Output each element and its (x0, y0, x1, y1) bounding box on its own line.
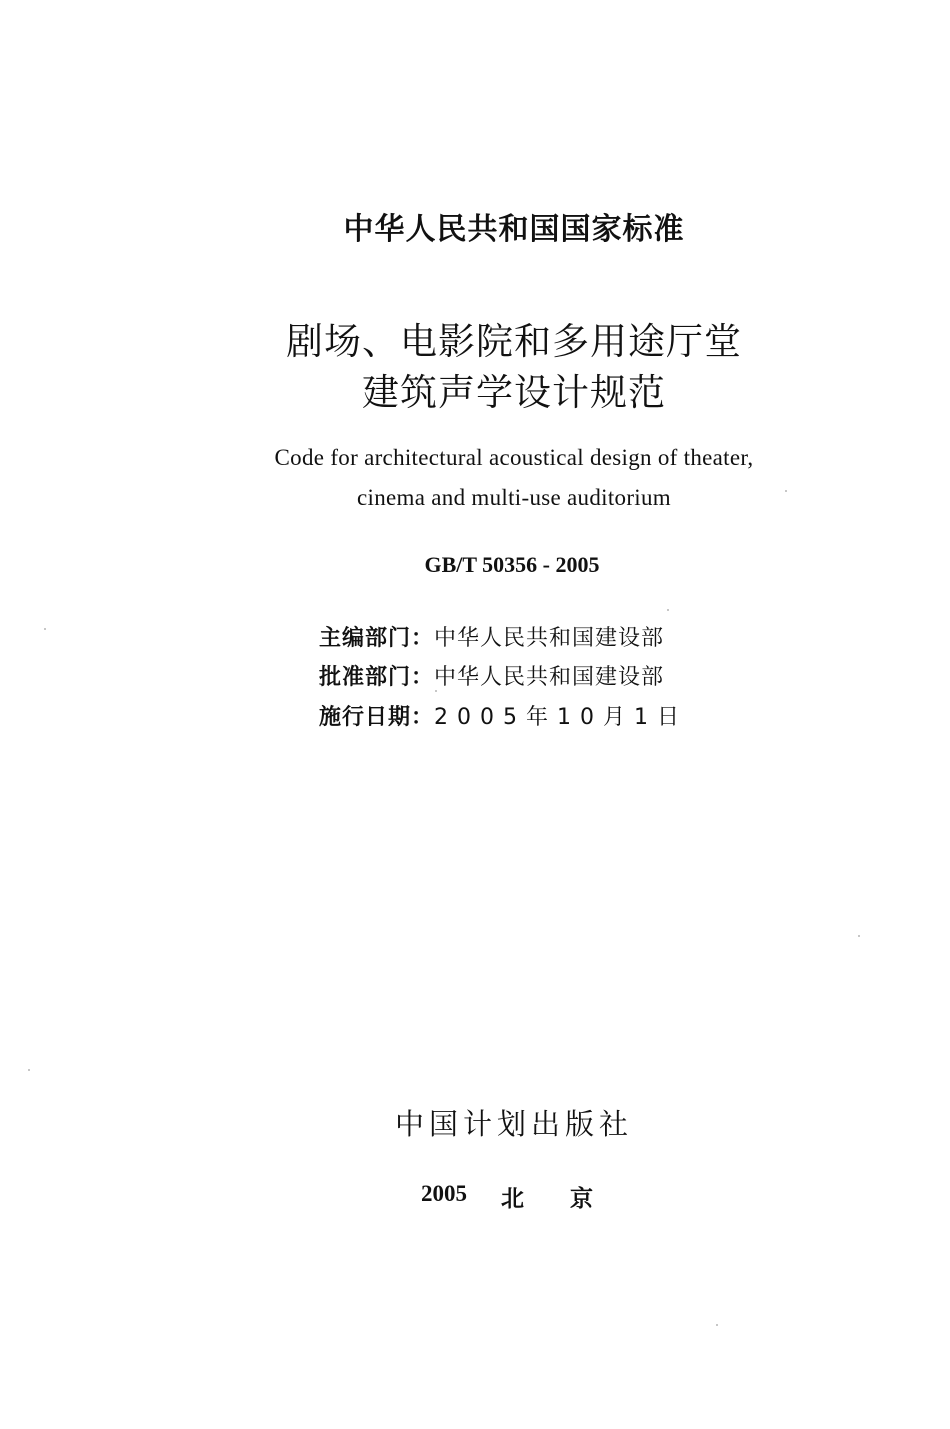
scan-speck (858, 935, 860, 937)
scan-speck (28, 1069, 30, 1071)
scan-speck (785, 490, 787, 492)
standard-type-heading: 中华人民共和国国家标准 (343, 212, 685, 247)
title-english-line-2: cinema and multi-use auditorium (357, 485, 671, 510)
title-chinese-line-2: 建筑声学设计规范 (362, 371, 666, 414)
effective-date-label: 施行日期： (319, 705, 435, 730)
editor-department-label: 主编部门： (319, 626, 435, 651)
title-chinese-line-1: 剧场、电影院和多用途厅堂 (286, 320, 742, 363)
publication-city: 北京 (501, 1186, 639, 1212)
approver-department-row (319, 660, 664, 691)
editor-department-row (319, 621, 664, 652)
publication-year: 2005 (421, 1181, 467, 1206)
approver-department-value: 中华人民共和国建设部 (434, 665, 665, 690)
scan-speck (716, 1324, 718, 1326)
scan-speck (435, 690, 437, 692)
standard-code: GB/T 50356 - 2005 (424, 552, 600, 577)
publisher-name: 中国计划出版社 (394, 1107, 634, 1141)
effective-date-value: 2005年10月1日 (434, 705, 688, 730)
approver-department-label: 批准部门： (319, 665, 435, 690)
effective-date-row (319, 700, 688, 731)
editor-department-value: 中华人民共和国建设部 (434, 626, 665, 651)
title-english-line-1: Code for architectural acoustical design of theater, (274, 445, 754, 470)
scan-speck (44, 628, 46, 630)
scan-speck (667, 609, 669, 611)
